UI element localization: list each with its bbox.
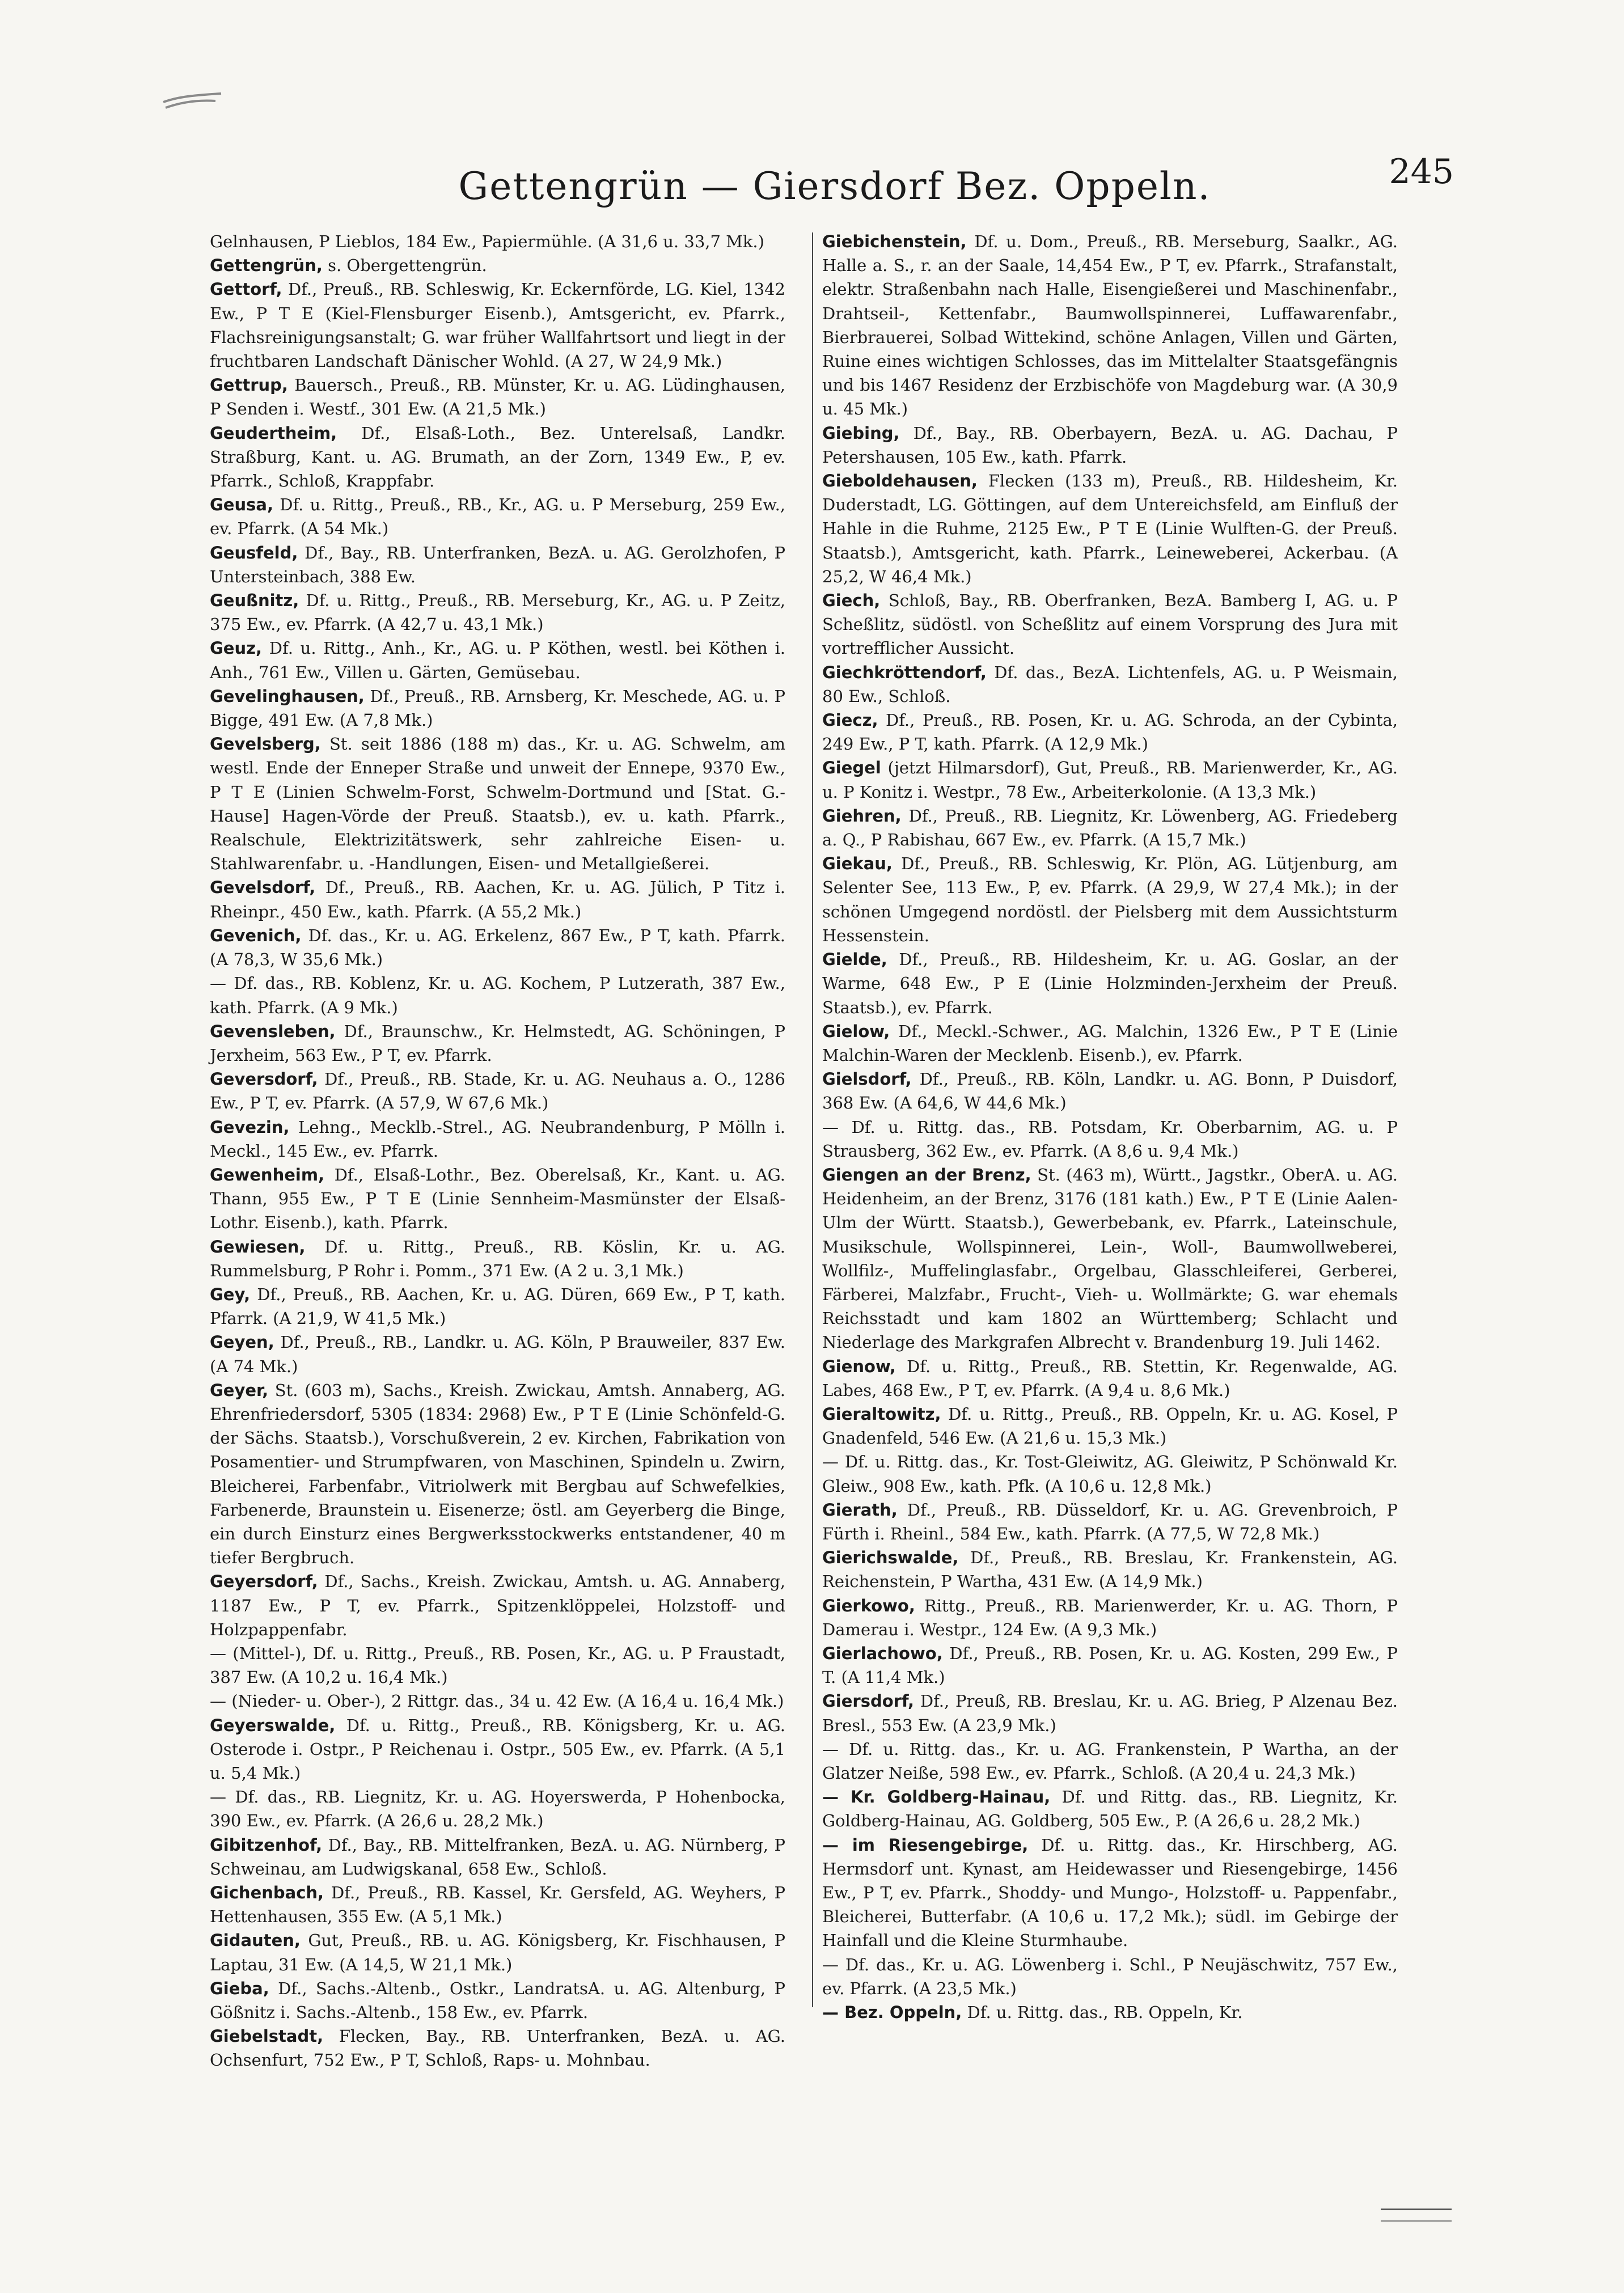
entry: [822, 589, 1398, 661]
entry: [210, 1881, 785, 1928]
entry-text: Df., Preuß, RB. Breslau, Kr. u. AG. Brieg, P Alzenau Bez. Bresl., 553 Ew. (A 23,9 Mk.): [822, 1691, 1398, 1735]
entry-headword: Giersdorf,: [822, 1691, 915, 1711]
entry-text: — Df. das., Kr. u. AG. Löwenberg i. Schl., P Neujäschwitz, 757 Ew., ev. Pfarrk. (A 23,5 Mk.): [822, 1954, 1398, 1998]
entry: [210, 875, 785, 923]
entry-text: Lehng., Mecklb.-Strel., AG. Neubrandenburg, P Mölln i. Meckl., 145 Ew., ev. Pfarrk.: [210, 1117, 786, 1161]
entry: [210, 493, 785, 540]
entry-headword: Geversdorf,: [210, 1069, 318, 1089]
entry: [822, 1115, 1398, 1163]
entry-headword: Giechkröttendorf,: [822, 662, 987, 682]
entry-text: — Df. u. Rittg. das., RB. Potsdam, Kr. Oberbarnim, AG. u. P Strausberg, 362 Ew., ev. Pfarrk. (A 8,6 u. 9,4 Mk.): [822, 1117, 1398, 1161]
entry-headword: Gewiesen,: [210, 1237, 306, 1257]
binding-mark: [159, 85, 227, 130]
entry: [822, 1833, 1398, 1953]
entry: [210, 2024, 785, 2072]
entry-text: Df., Preuß., RB. Stade, Kr. u. AG. Neuhaus a. O., 1286 Ew., P T, ev. Pfarrk. (A 57,9, W 67,6 Mk.): [210, 1069, 786, 1113]
entry-text: Df., Sachs., Kreish. Zwickau, Amtsh. u. AG. Annaberg, 1187 Ew., P T, ev. Pfarrk., Spitzenklöppelei, Holzstoff- und Holzpappenfabr.: [210, 1572, 785, 1639]
entry-text: Df., Preuß., RB. Hildesheim, Kr. u. AG. Goslar, an der Warme, 648 Ew., P E (Linie Holzminden-Jerxheim der Preuß. Staatsb.), ev. Pfarrk.: [822, 950, 1398, 1017]
entry: [822, 1498, 1398, 1546]
entry: [210, 1785, 785, 1833]
entry-text: Df., Meckl.-Schwer., AG. Malchin, 1326 Ew., P T E (Linie Malchin-Waren der Mecklenb. Eisenb.), ev. Pfarrk.: [822, 1021, 1398, 1065]
entry-headword: Gierkowo,: [822, 1596, 915, 1615]
entry: [210, 924, 785, 971]
entry-headword: Gewenheim,: [210, 1165, 325, 1184]
right-column: [822, 230, 1398, 2024]
entry: [822, 661, 1398, 708]
entry-text: Df., Preuß., RB. Aachen, Kr. u. AG. Düren, 669 Ew., P T, kath. Pfarrk. (A 21,9, W 41,5 Mk.): [210, 1284, 786, 1329]
entry-text: Flecken, Bay., RB. Unterfranken, BezA. u. AG. Ochsenfurt, 752 Ew., P T, Schloß, Raps- u. Mohnbau.: [210, 2027, 786, 2070]
entry-headword: Geusa,: [210, 495, 273, 515]
entry-text: — Df. das., RB. Koblenz, Kr. u. AG. Kochem, P Lutzerath, 387 Ew., kath. Pfarrk. (A 9 Mk.): [210, 974, 785, 1017]
entry: [210, 1067, 785, 1115]
entry-text: Df. u. Rittg., Preuß., RB. Oppeln, Kr. u. AG. Kosel, P Gnadenfeld, 546 Ew. (A 21,6 u. 15,3 Mk.): [822, 1404, 1398, 1448]
entry-text: Df. u. Rittg., Preuß., RB. Merseburg, Kr., AG. u. P Zeitz, 375 Ew., ev. Pfarrk. (A 42,7 u. 43,1 Mk.): [210, 591, 786, 634]
entry-text: Gut, Preuß., RB. u. AG. Königsberg, Kr. Fischhausen, P Laptau, 31 Ew. (A 14,5, W 21,1 Mk.): [210, 1931, 786, 1974]
entry-headword: Gettorf,: [210, 280, 282, 299]
left-column: [210, 230, 785, 2072]
entry: [210, 1833, 785, 1881]
entry-headword: Gieba,: [210, 1978, 269, 1998]
entry-headword: — Bez. Oppeln,: [822, 2003, 962, 2023]
entry: [210, 1115, 785, 1163]
entry-headword: Gevenich,: [210, 925, 302, 945]
entry: [210, 1235, 785, 1283]
entry-text: Df., Preuß., RB. Kassel, Kr. Gersfeld, AG. Weyhers, P Hettenhausen, 355 Ew. (A 5,1 Mk.): [210, 1883, 786, 1927]
entry-text: Rittg., Preuß., RB. Marienwerder, Kr. u. AG. Thorn, P Damerau i. Westpr., 124 Ew. (A 9,3 Mk.): [822, 1596, 1398, 1639]
entry-headword: Gichenbach,: [210, 1883, 324, 1903]
bottom-rule-mark: [1381, 2209, 1452, 2222]
entry: [822, 2000, 1398, 2024]
entry-headword: Giegel: [822, 758, 881, 778]
entry-headword: Gibitzenhof,: [210, 1835, 323, 1855]
entry-headword: Gierichswalde,: [822, 1548, 959, 1568]
entry: [822, 421, 1398, 469]
entry-headword: Gieraltowitz,: [822, 1404, 941, 1424]
entry-headword: — im Riesengebirge,: [822, 1835, 1029, 1855]
entry-text: Df., Bay., RB. Oberbayern, BezA. u. AG. Dachau, P Petershausen, 105 Ew., kath. Pfarrk.: [822, 423, 1398, 467]
entry-text: — Df. das., RB. Liegnitz, Kr. u. AG. Hoyerswerda, P Hohenbocka, 390 Ew., ev. Pfarrk. (A 26,6 u. 28,2 Mk.): [210, 1787, 785, 1831]
entry-text: St. (463 m), Württ., Jagstkr., OberA. u. AG. Heidenheim, an der Brenz, 3176 (181 kath.) Ew., P T E (Linie Aalen-Ulm der Württ. Staatsb.), Gewerbebank, ev. Pfarrk., Lateinschule, Musikschule, Wollspinnerei, Lein-, Woll-, Baumwollweberei, Wollfilz-, Muffelinglasfabr., Orgelbau, Glasschleiferei, Gerberei, Färberei, Malzfabr., Frucht-, Vieh- u. Wollmärkte; G. war ehemals Reichsstadt und kam 1802 an Württemberg; Schlacht und Niederlage des Markgrafen Albrecht v. Brandenburg 19. Juli 1462.: [822, 1165, 1398, 1352]
entry: [822, 1785, 1398, 1833]
entry-text: Df., Preuß., RB. Breslau, Kr. Frankenstein, AG. Reichenstein, P Wartha, 431 Ew. (A 14,9 Mk.): [822, 1548, 1398, 1592]
entry-headword: Giecz,: [822, 710, 878, 730]
entry: [210, 732, 785, 875]
entry: [210, 971, 785, 1019]
entry: [210, 230, 785, 253]
entry-headword: Gidauten,: [210, 1931, 301, 1951]
entry: [822, 708, 1398, 756]
entry: [822, 1689, 1398, 1737]
entry-text: Schloß, Bay., RB. Oberfranken, BezA. Bamberg I, AG. u. P Scheßlitz, südöstl. von Scheßlitz auf einem Vorsprung des Jura mit vortrefflicher Aussicht.: [822, 591, 1398, 658]
entry-text: Df. das., Kr. u. AG. Erkelenz, 867 Ew., P T, kath. Pfarrk. (A 78,3, W 35,6 Mk.): [210, 925, 785, 970]
entry-text: Bauersch., Preuß., RB. Münster, Kr. u. AG. Lüdinghausen, P Senden i. Westf., 301 Ew. (A 21,5 Mk.): [210, 375, 786, 419]
entry-headword: Geuz,: [210, 638, 263, 658]
entry-text: Df., Elsaß-Lothr., Bez. Oberelsaß, Kr., Kant. u. AG. Thann, 955 Ew., P T E (Linie Sennheim-Masmünster der Elsaß-Lothr. Eisenb.), kath. Pfarrk.: [210, 1165, 785, 1233]
entry-headword: Gieboldehausen,: [822, 471, 978, 491]
entry: [210, 1163, 785, 1235]
entry-text: Df., Preuß., RB. Posen, Kr. u. AG. Kosten, 299 Ew., P T. (A 11,4 Mk.): [822, 1643, 1398, 1687]
entry-text: Df. u. Rittg., Anh., Kr., AG. u. P Köthen, westl. bei Köthen i. Anh., 761 Ew., Villen u. Gärten, Gemüsebau.: [210, 638, 785, 682]
entry-text: Df. u. Rittg., Preuß., RB. Stettin, Kr. Regenwalde, AG. Labes, 468 Ew., P T, ev. Pfarrk. (A 9,4 u. 8,6 Mk.): [822, 1356, 1398, 1400]
entry: [210, 1330, 785, 1378]
entry: [822, 1067, 1398, 1115]
entry: [210, 1689, 785, 1713]
entry: [210, 636, 785, 684]
entry-text: Df. u. Rittg. das., Kr. Hirschberg, AG. Hermsdorf unt. Kynast, am Heidewasser und Riesengebirge, 1456 Ew., P T, ev. Pfarrk., Shoddy- und Mungo-, Holzstoff- u. Pappenfabr., Bleicherei, Butterfabr. (A 10,6 u. 17,2 Mk.); südl. im Gebirge der Hainfall und die Kleine Sturmhaube.: [822, 1835, 1398, 1951]
entry: [210, 541, 785, 589]
entry-headword: Geusfeld,: [210, 543, 298, 562]
entry: [822, 1737, 1398, 1785]
entry: [210, 373, 785, 421]
entry-headword: Geyerswalde,: [210, 1715, 336, 1735]
entry-text: s. Obergettengrün.: [328, 256, 487, 276]
entry-headword: Gevensleben,: [210, 1021, 336, 1041]
entry-text: Df. u. Rittg., Preuß., RB. Köslin, Kr. u. AG. Rummelsburg, P Rohr i. Pomm., 371 Ew. (A 2 u. 3,1 Mk.): [210, 1237, 785, 1280]
entry-text: Df., Sachs.-Altenb., Ostkr., LandratsA. u. AG. Altenburg, P Gößnitz i. Sachs.-Altenb., 158 Ew., ev. Pfarrk.: [210, 1978, 785, 2023]
entry-headword: Gevelsberg,: [210, 734, 321, 754]
entry-text: Df., Preuß., RB. Arnsberg, Kr. Meschede, AG. u. P Bigge, 491 Ew. (A 7,8 Mk.): [210, 686, 785, 730]
running-title: Gettengrün — Giersdorf Bez. Oppeln.: [458, 164, 1211, 208]
entry-headword: Gettengrün,: [210, 256, 323, 276]
entry-headword: Geyersdorf,: [210, 1572, 318, 1592]
entry: [210, 1019, 785, 1067]
entry-text: Df., Preuß., RB. Düsseldorf, Kr. u. AG. Grevenbroich, P Fürth i. Rheinl., 584 Ew., kath. Pfarrk. (A 77,5, W 72,8 Mk.): [822, 1500, 1398, 1543]
entry-text: — (Mittel-), Df. u. Rittg., Preuß., RB. Posen, Kr., AG. u. P Fraustadt, 387 Ew. (A 10,2 u. 16,4 Mk.): [210, 1643, 785, 1687]
entry-text: — Df. u. Rittg. das., Kr. u. AG. Frankenstein, P Wartha, an der Glatzer Neiße, 598 Ew., ev. Pfarrk., Schloß. (A 20,4 u. 24,3 Mk.): [822, 1739, 1398, 1783]
entry-headword: Giekau,: [822, 854, 893, 874]
entry-headword: Geyer,: [210, 1380, 269, 1400]
entry: [210, 1569, 785, 1642]
entry-text: Df., Preuß., RB. Liegnitz, Kr. Löwenberg, AG. Friedeberg a. Q., P Rabishau, 667 Ew., ev. Pfarrk. (A 15,7 Mk.): [822, 806, 1398, 850]
entry: [822, 1642, 1398, 1689]
entry-text: St. (603 m), Sachs., Kreish. Zwickau, Amtsh. Annaberg, AG. Ehrenfriedersdorf, 5305 (1834: 2968) Ew., P T E (Linie Schönfeld-G. der Sächs. Staatsb.), Vorschußverein, 2 ev. Kirchen, Fabrikation von Posamentier- und Strumpfwaren, von Maschinen, Spindeln u. Zwirn, Bleicherei, Farbenfabr., Vitriolwerk mit Bergbau auf Schwefelkies, Farbenerde, Braunstein u. Eisenerze; östl. am Geyerberg die Binge, ein durch Einsturz eines Bergwerksstockwerks entstandener, 40 m tiefer Bergbruch.: [210, 1380, 785, 1568]
entry-text: St. seit 1886 (188 m) das., Kr. u. AG. Schwelm, am westl. Ende der Enneper Straße und unweit der Ennepe, 9370 Ew., P T E (Linien Schwelm-Forst, Schwelm-Dortmund und [Stat. G.-Hause] Hagen-Vörde der Preuß. Staatsb.), ev. u. kath. Pfarrk., Realschule, Elektrizitätswerk, sehr zahlreiche Eisen- u. Stahlwarenfabr. u. -Handlungen, Eisen- und Metallgießerei.: [210, 734, 786, 874]
entry-text: — Df. u. Rittg. das., Kr. Tost-Gleiwitz, AG. Gleiwitz, P Schönwald Kr. Gleiw., 908 Ew., kath. Pfk. (A 10,6 u. 12,8 Mk.): [822, 1452, 1398, 1496]
entry-text: Df. und Rittg. das., RB. Liegnitz, Kr. Goldberg-Hainau, AG. Goldberg, 505 Ew., P. (A 26,6 u. 28,2 Mk.): [822, 1787, 1398, 1831]
entry-headword: Geußnitz,: [210, 591, 299, 611]
column-divider: [812, 232, 813, 2007]
entry: [822, 1402, 1398, 1450]
entry: [210, 1378, 785, 1570]
entry: [210, 684, 785, 732]
entry-text: Df. das., BezA. Lichtenfels, AG. u. P Weismain, 80 Ew., Schloß.: [822, 662, 1398, 706]
entry-headword: Giebelstadt,: [210, 2027, 324, 2046]
entry-headword: Gevezin,: [210, 1117, 290, 1137]
entry-text: Gelnhausen, P Lieblos, 184 Ew., Papiermühle. (A 31,6 u. 33,7 Mk.): [210, 232, 764, 251]
entry-text: Df., Preuß., RB. Köln, Landkr. u. AG. Bonn, P Duisdorf, 368 Ew. (A 64,6, W 44,6 Mk.): [822, 1069, 1398, 1113]
entry-headword: Giengen an der Brenz,: [822, 1165, 1031, 1184]
entry-headword: Gevelinghausen,: [210, 686, 365, 706]
entry: [210, 1977, 785, 2024]
entry: [822, 1163, 1398, 1355]
entry-headword: Giebichenstein,: [822, 232, 967, 251]
entry: [822, 230, 1398, 421]
entry-headword: Gettrup,: [210, 375, 288, 395]
entry: [822, 1953, 1398, 2000]
entry-text: Flecken (133 m), Preuß., RB. Hildesheim, Kr. Duderstadt, LG. Göttingen, auf dem Untereichsfeld, am Einfluß der Hahle in die Ruhme, 2125 Ew., P T E (Linie Wulften-G. der Preuß. Staatsb.), Amtsgericht, kath. Pfarrk., Leineweberei, Ackerbau. (A 25,2, W 46,4 Mk.): [822, 471, 1398, 586]
entry-headword: Gierath,: [822, 1500, 898, 1520]
entry: [210, 589, 785, 636]
entry-headword: Gielsdorf,: [822, 1069, 912, 1089]
entry-text: Df. u. Rittg., Preuß., RB. Königsberg, Kr. u. AG. Osterode i. Ostpr., P Reichenau i. Ostpr., 505 Ew., ev. Pfarrk. (A 5,1 u. 5,4 Mk.): [210, 1715, 786, 1783]
entry-headword: Giehren,: [822, 806, 902, 826]
entry: [210, 1283, 785, 1330]
entry-text: Df., Preuß., RB., Landkr. u. AG. Köln, P Brauweiler, 837 Ew. (A 74 Mk.): [210, 1332, 786, 1376]
entry-headword: Geudertheim,: [210, 423, 337, 443]
entry: [822, 947, 1398, 1019]
entry-text: Df., Preuß., RB. Aachen, Kr. u. AG. Jülich, P Titz i. Rheinpr., 450 Ew., kath. Pfarrk. (A 55,2 Mk.): [210, 878, 785, 921]
entry-headword: Gierlachowo,: [822, 1643, 943, 1663]
entry-text: Df., Elsaß-Loth., Bez. Unterelsaß, Landkr. Straßburg, Kant. u. AG. Brumath, an der Zorn, 1349 Ew., P, ev. Pfarrk., Schloß, Krappfabr.: [210, 423, 785, 491]
entry-headword: Gevelsdorf,: [210, 878, 316, 898]
entry-text: Df. u. Rittg., Preuß., RB., Kr., AG. u. P Merseburg, 259 Ew., ev. Pfarrk. (A 54 Mk.): [210, 495, 786, 539]
entry: [822, 1450, 1398, 1497]
entry-headword: Giech,: [822, 591, 881, 611]
entry: [822, 1546, 1398, 1593]
entry: [210, 277, 785, 373]
entry-headword: — Kr. Goldberg-Hainau,: [822, 1787, 1051, 1807]
entry-text: Df., Preuß., RB. Schleswig, Kr. Plön, AG. Lütjenburg, am Selenter See, 113 Ew., P, ev. Pfarrk. (A 29,9, W 27,4 Mk.); in der schönen Umgegend nordöstl. der Pielsberg mit dem Aussichtsturm Hessenstein.: [822, 854, 1398, 945]
entry: [822, 1019, 1398, 1067]
entry: [822, 469, 1398, 589]
entry: [822, 852, 1398, 947]
entry-text: Df. u. Rittg. das., RB. Oppeln, Kr.: [967, 2003, 1243, 2023]
entry-text: — (Nieder- u. Ober-), 2 Rittgr. das., 34 u. 42 Ew. (A 16,4 u. 16,4 Mk.): [210, 1691, 784, 1711]
page-header: [215, 152, 1454, 220]
entry: [210, 1928, 785, 1976]
entry-text: Df., Bay., RB. Unterfranken, BezA. u. AG. Gerolzhofen, P Untersteinbach, 388 Ew.: [210, 543, 785, 586]
entry: [210, 421, 785, 493]
entry-text: Df., Preuß., RB. Schleswig, Kr. Eckernförde, LG. Kiel, 1342 Ew., P T E (Kiel-Flensburger Eisenb.), Amtsgericht, ev. Pfarrk., Flachsreinigungsanstalt; G. war früher Wallfahrtsort und liegt in der fruchtbaren Landschaft Dänischer Wohld. (A 27, W 24,9 Mk.): [210, 280, 785, 371]
entry-headword: Giebing,: [822, 423, 900, 443]
entry-headword: Gienow,: [822, 1356, 896, 1376]
entry: [822, 1594, 1398, 1642]
entry: [210, 1714, 785, 1786]
entry: [210, 253, 785, 277]
entry: [210, 1642, 785, 1689]
entry-headword: Gielow,: [822, 1021, 890, 1041]
entry: [822, 804, 1398, 852]
entry-headword: Geyen,: [210, 1332, 274, 1352]
entry-text: Df., Braunschw., Kr. Helmstedt, AG. Schöningen, P Jerxheim, 563 Ew., P T, ev. Pfarrk.: [210, 1021, 786, 1065]
page-number: 245: [1389, 152, 1454, 192]
entry-headword: Gielde,: [822, 950, 887, 970]
entry: [822, 756, 1398, 803]
entry-text: (jetzt Hilmarsdorf), Gut, Preuß., RB. Marienwerder, Kr., AG. u. P Konitz i. Westpr., 78 Ew., Arbeiterkolonie. (A 13,3 Mk.): [822, 758, 1398, 802]
entry-text: Df., Preuß., RB. Posen, Kr. u. AG. Schroda, an der Cybinta, 249 Ew., P T, kath. Pfarrk. (A 12,9 Mk.): [822, 710, 1398, 754]
entry-text: Df., Bay., RB. Mittelfranken, BezA. u. AG. Nürnberg, P Schweinau, am Ludwigskanal, 658 Ew., Schloß.: [210, 1835, 785, 1879]
entry-headword: Gey,: [210, 1284, 251, 1304]
entry: [822, 1355, 1398, 1402]
entry-text: Df. u. Dom., Preuß., RB. Merseburg, Saalkr., AG. Halle a. S., r. an der Saale, 14,454 Ew., P T, ev. Pfarrk., Strafanstalt, elektr. Straßenbahn nach Halle, Eisengießerei und Maschinenfabr., Drahtseil-, Kettenfabr., Baumwollspinnerei, Luffawarenfabr., Bierbrauerei, Solbad Wittekind, schöne Anlagen, Villen und Gärten, Ruine eines wichtigen Schlosses, das im Mittelalter Staatsgefängnis und bis 1467 Residenz der Erzbischöfe von Magdeburg war. (A 30,9 u. 45 Mk.): [822, 232, 1398, 419]
